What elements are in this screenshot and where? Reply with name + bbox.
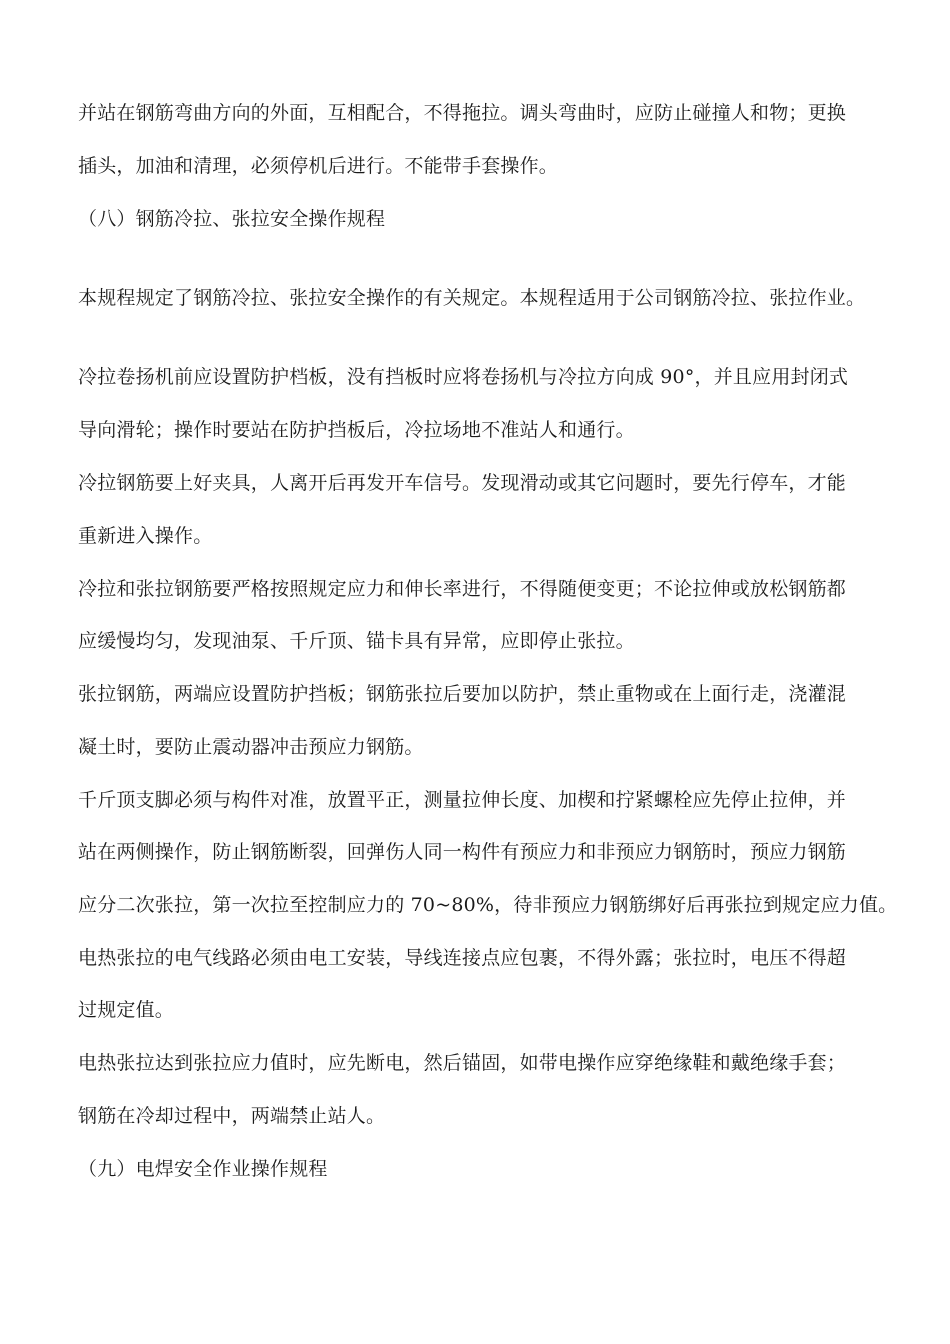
paragraph-line-5: 导向滑轮；操作时要站在防护挡板后，冷拉场地不准站人和通行。 <box>78 419 635 441</box>
section-heading-9: （九）电焊安全作业操作规程 <box>78 1158 328 1180</box>
paragraph-line-2: 插头，加油和清理，必须停机后进行。不能带手套操作。 <box>78 155 559 177</box>
paragraph-line-11: 凝土时，要防止震动器冲击预应力钢筋。 <box>78 736 424 758</box>
paragraph-line-8: 冷拉和张拉钢筋要严格按照规定应力和伸长率进行，不得随便变更；不论拉伸或放松钢筋都 <box>78 578 847 600</box>
paragraph-line-14: 应分二次张拉，第一次拉至控制应力的 70~80%，待非预应力钢筋绑好后再张拉到规定应力值。 <box>78 894 898 916</box>
paragraph-line-9: 应缓慢均匀，发现油泵、千斤顶、锚卡具有异常，应即停止张拉。 <box>78 630 635 652</box>
paragraph-line-13: 站在两侧操作，防止钢筋断裂，回弹伤人同一构件有预应力和非预应力钢筋时，预应力钢筋 <box>78 841 847 863</box>
paragraph-line-10: 张拉钢筋，两端应设置防护挡板；钢筋张拉后要加以防护，禁止重物或在上面行走，浇灌混 <box>78 683 847 705</box>
paragraph-line-17: 电热张拉达到张拉应力值时，应先断电，然后锚固，如带电操作应穿绝缘鞋和戴绝缘手套； <box>78 1052 847 1074</box>
paragraph-line-4: 冷拉卷扬机前应设置防护档板，没有挡板时应将卷扬机与冷拉方向成 90°，并且应用封闭式 <box>78 366 849 388</box>
paragraph-line-16: 过规定值。 <box>78 999 175 1021</box>
paragraph-line-1: 并站在钢筋弯曲方向的外面，互相配合，不得拖拉。调头弯曲时，应防止碰撞人和物；更换 <box>78 102 847 124</box>
paragraph-line-3: 本规程规定了钢筋冷拉、张拉安全操作的有关规定。本规程适用于公司钢筋冷拉、张拉作业。 <box>78 287 866 309</box>
paragraph-line-12: 千斤顶支脚必须与构件对准，放置平正，测量拉伸长度、加楔和拧紧螺栓应先停止拉伸，并 <box>78 789 847 811</box>
paragraph-line-7: 重新进入操作。 <box>78 525 213 547</box>
paragraph-line-15: 电热张拉的电气线路必须由电工安装，导线连接点应包裹，不得外露；张拉时，电压不得超 <box>78 947 847 969</box>
paragraph-line-18: 钢筋在冷却过程中，两端禁止站人。 <box>78 1105 386 1127</box>
section-heading-8: （八）钢筋冷拉、张拉安全操作规程 <box>78 208 386 230</box>
paragraph-line-6: 冷拉钢筋要上好夹具，人离开后再发开车信号。发现滑动或其它问题时，要先行停车，才能 <box>78 472 847 494</box>
